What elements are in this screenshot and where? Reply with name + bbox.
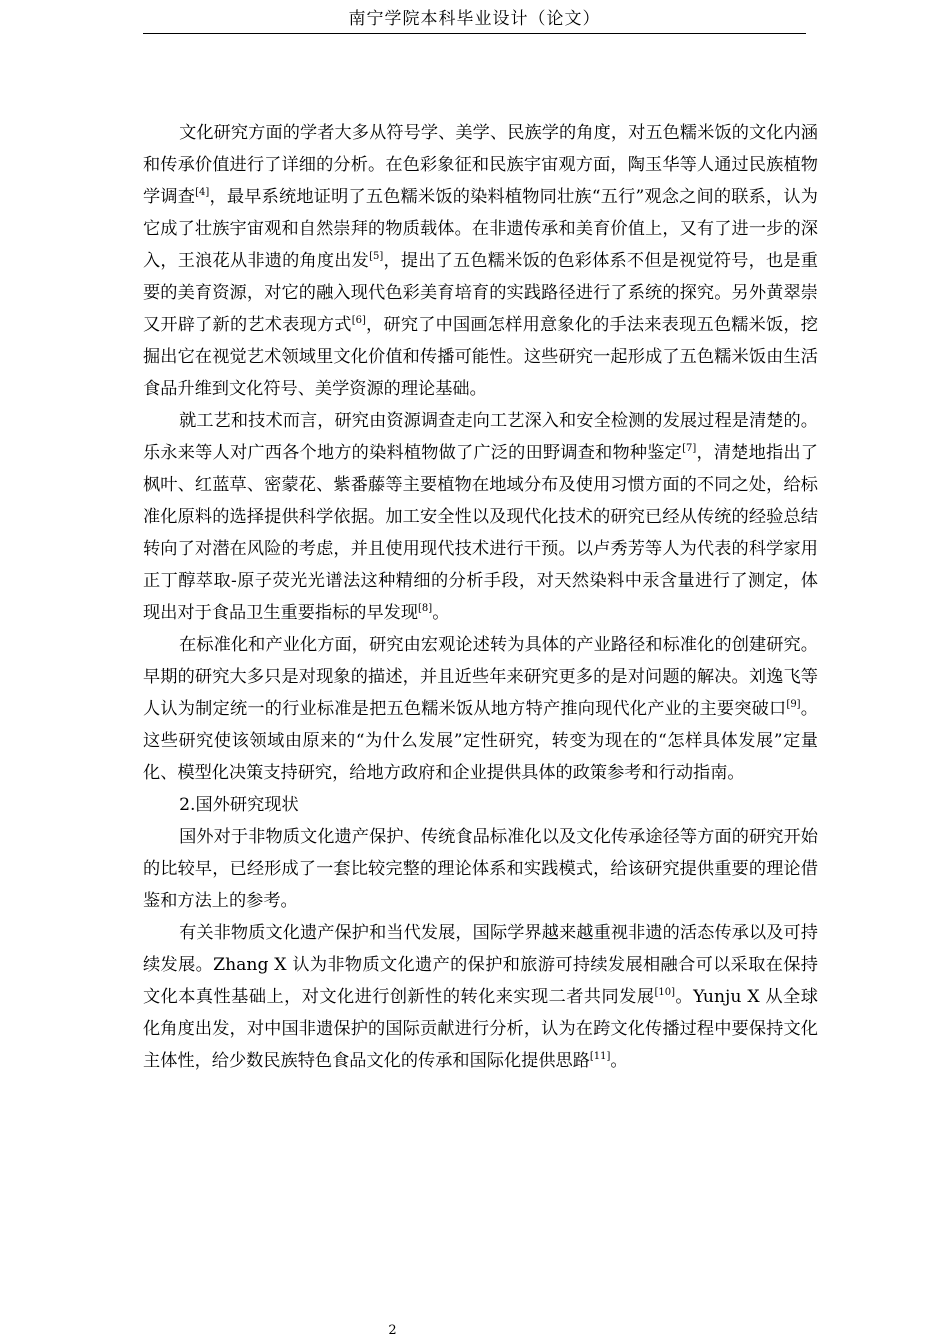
paragraph-standardization: 在标准化和产业化方面，研究由宏观论述转为具体的产业路径和标准化的创建研究。早期的研究大多只是对现象的描述，并且近些年来研究更多的是对问题的解决。刘逸飞等人认为制定统一的行业标准是把五色糯米饭从地方特产推向现代化产业的主要突破口[9]。这些研究使该领域由原来的“为什么发展”定性研究，转变为现在的“怎样具体发展”定量化、模型化决策支持研究，给地方政府和企业提供具体的政策参考和行动指南。 — [143, 635, 818, 783]
citation-ref: [10] — [654, 987, 675, 998]
citation-ref: [8] — [418, 603, 433, 614]
paragraph-foreign-overview: 国外对于非物质文化遗产保护、传统食品标准化以及文化传承途径等方面的研究开始的比较早，已经形成了一套比较完整的理论体系和实践模式，给该研究提供重要的理论借鉴和方法上的参考。 — [143, 827, 818, 911]
citation-ref: [11] — [589, 1051, 611, 1062]
citation-ref: [6] — [351, 315, 366, 326]
citation-ref: [9] — [786, 699, 801, 710]
paragraph-heritage-protection: 有关非物质文化遗产保护和当代发展，国际学界越来越重视非遗的活态传承以及可持续发展。Zhang X 认为非物质文化遗产的保护和旅游可持续发展相融合可以采取在保持文化本真性基础上，对文化进行创新性的转化来实现二者共同发展[10]。Yunju X 从全球化角度出发，对中国非遗保护的国际贡献进行分析，认为在跨文化传播过程中要保持文化主体性，给少数民族特色食品文化的传承和国际化提供思路[11]。 — [143, 923, 818, 1071]
document-body — [143, 117, 818, 1077]
citation-ref: [7] — [682, 443, 697, 454]
section-heading: 2.国外研究现状 — [179, 795, 299, 815]
page-header: 南宁学院本科毕业设计（论文） — [348, 9, 601, 29]
citation-ref: [4] — [195, 187, 210, 198]
paragraph-craft-technology: 就工艺和技术而言，研究由资源调查走向工艺深入和安全检测的发展过程是清楚的。乐永来等人对广西各个地方的染料植物做了广泛的田野调查和物种鉴定[7]，清楚地指出了枫叶、红蓝草、密蒙花、紫番藤等主要植物在地域分布及使用习惯方面的不同之处，给标准化原料的选择提供科学依据。加工安全性以及现代化技术的研究已经从传统的经验总结转向了对潜在风险的考虑，并且使用现代技术进行干预。以卢秀芳等人为代表的科学家用正丁醇萃取-原子荧光光谱法这种精细的分析手段，对天然染料中汞含量进行了测定，体现出对于食品卫生重要指标的早发现[8]。 — [143, 411, 818, 623]
page-number: 2 — [388, 1323, 397, 1338]
header-rule — [143, 33, 806, 34]
paragraph-culture-research: 文化研究方面的学者大多从符号学、美学、民族学的角度，对五色糯米饭的文化内涵和传承价值进行了详细的分析。在色彩象征和民族宇宙观方面，陶玉华等人通过民族植物学调查[4]，最早系统地证明了五色糯米饭的染料植物同壮族“五行”观念之间的联系，认为它成了壮族宇宙观和自然崇拜的物质载体。在非遗传承和美育价值上，又有了进一步的深入，王浪花从非遗的角度出发[5]，提出了五色糯米饭的色彩体系不但是视觉符号，也是重要的美育资源，对它的融入现代色彩美育培育的实践路径进行了系统的探究。另外黄翠崇又开辟了新的艺术表现方式[6]，研究了中国画怎样用意象化的手法来表现五色糯米饭，挖掘出它在视觉艺术领域里文化价值和传播可能性。这些研究一起形成了五色糯米饭由生活食品升维到文化符号、美学资源的理论基础。 — [143, 123, 818, 399]
citation-ref: [5] — [369, 251, 384, 262]
